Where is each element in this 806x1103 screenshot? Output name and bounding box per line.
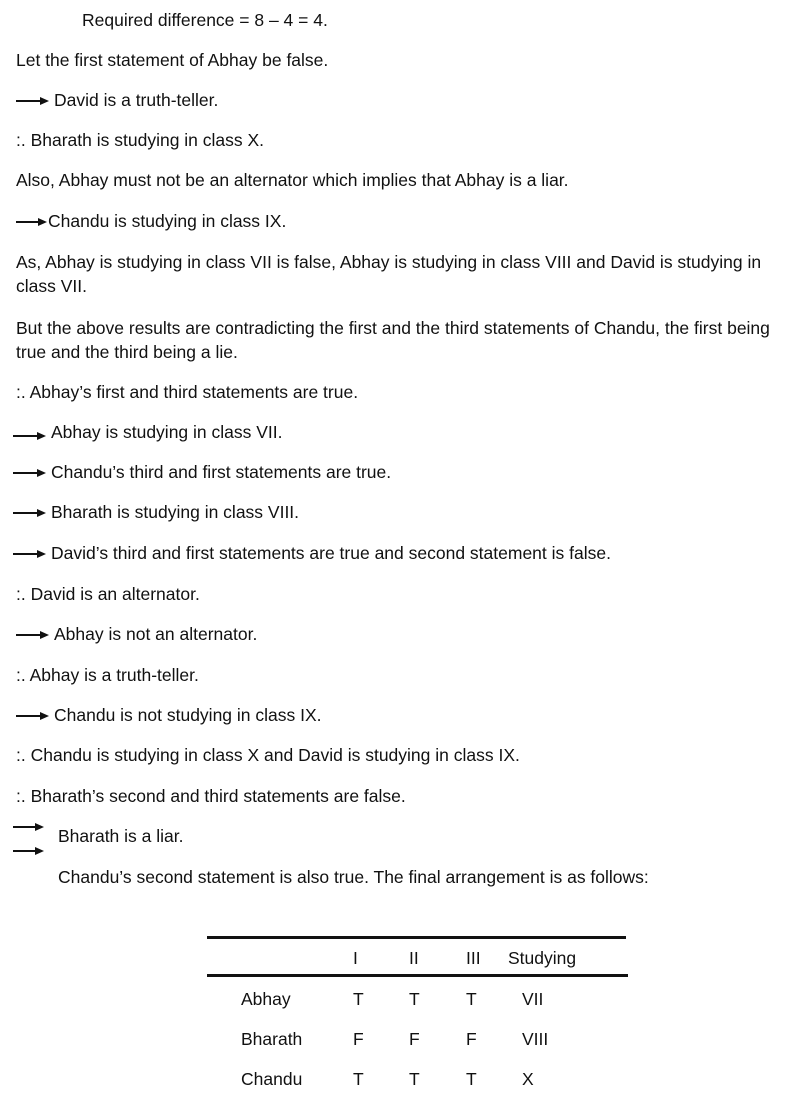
table-cell: T bbox=[466, 1069, 477, 1089]
text-line: Required difference = 8 – 4 = 4. bbox=[82, 10, 328, 30]
text-line: David’s third and first statements are true and second statement is false. bbox=[51, 543, 611, 563]
text-line: Also, Abhay must not be an alternator which implies that Abhay is a liar. bbox=[16, 170, 569, 190]
arrow-line bbox=[13, 421, 283, 443]
right-arrow-icon bbox=[13, 468, 47, 478]
table-cell: Abhay bbox=[241, 989, 291, 1009]
text-line: Bharath is a liar. bbox=[58, 826, 184, 846]
right-arrow-icon bbox=[13, 840, 47, 861]
text-line: :. Bharath’s second and third statements are false. bbox=[16, 786, 406, 806]
arrow-line bbox=[13, 501, 299, 523]
text-line: :. Bharath is studying in class X. bbox=[16, 130, 265, 150]
text-line: Chandu’s third and first statements are true. bbox=[51, 462, 392, 482]
table-cell: T bbox=[409, 989, 420, 1009]
text-line: Chandu is not studying in class IX. bbox=[54, 705, 322, 725]
paragraph: As, Abhay is studying in class VII is false, Abhay is studying in class VIII and David is studying in class VII. bbox=[16, 252, 762, 296]
text-line: Abhay is not an alternator. bbox=[54, 624, 258, 644]
text-line: David is a truth-teller. bbox=[54, 90, 219, 110]
arrow-line bbox=[16, 623, 257, 645]
table-cell: VIII bbox=[522, 1029, 549, 1049]
right-arrow-icon bbox=[16, 217, 48, 227]
right-arrow-icon bbox=[13, 816, 47, 837]
arrow-line bbox=[13, 461, 391, 483]
text-line: Bharath is studying in class VIII. bbox=[51, 502, 300, 522]
table-cell: X bbox=[522, 1069, 534, 1089]
table-header: III bbox=[466, 948, 481, 968]
table-cell: F bbox=[353, 1029, 364, 1049]
arrow-line bbox=[13, 542, 611, 564]
table-cell: T bbox=[353, 989, 364, 1009]
right-arrow-icon bbox=[16, 96, 50, 106]
right-arrow-icon bbox=[13, 508, 47, 518]
table-header: II bbox=[409, 948, 419, 968]
paragraph: But the above results are contradicting the first and the third statements of Chandu, the first being true and the third being a lie. bbox=[16, 318, 770, 362]
text-line: :. Chandu is studying in class X and David is studying in class IX. bbox=[16, 745, 520, 765]
text-line: :. Abhay’s first and third statements are true. bbox=[16, 382, 359, 402]
table-top-rule bbox=[207, 936, 626, 939]
text-line: Chandu is studying in class IX. bbox=[48, 211, 287, 231]
table-cell: T bbox=[409, 1069, 420, 1089]
right-arrow-icon bbox=[13, 431, 47, 441]
table-cell: T bbox=[466, 989, 477, 1009]
table-cell: VII bbox=[522, 989, 544, 1009]
text-line: Abhay is studying in class VII. bbox=[51, 422, 283, 442]
right-arrow-icon bbox=[16, 711, 50, 721]
arrow-line bbox=[16, 704, 322, 726]
text-line: :. David is an alternator. bbox=[16, 584, 200, 604]
table-header: Studying bbox=[508, 948, 577, 968]
text-line: Chandu’s second statement is also true. The final arrangement is as follows: bbox=[58, 867, 649, 887]
table-cell: Bharath bbox=[241, 1029, 303, 1049]
table-cell: Chandu bbox=[241, 1069, 303, 1089]
arrow-line bbox=[16, 210, 286, 232]
table-cell: F bbox=[409, 1029, 420, 1049]
table-header-rule bbox=[207, 974, 628, 977]
table-cell: T bbox=[353, 1069, 364, 1089]
right-arrow-icon bbox=[13, 549, 47, 559]
table-header: I bbox=[353, 948, 358, 968]
right-arrow-icon bbox=[16, 630, 50, 640]
table-cell: F bbox=[466, 1029, 477, 1049]
text-line: Let the first statement of Abhay be false. bbox=[16, 50, 329, 70]
text-line: :. Abhay is a truth-teller. bbox=[16, 665, 199, 685]
arrow-line bbox=[16, 89, 218, 111]
